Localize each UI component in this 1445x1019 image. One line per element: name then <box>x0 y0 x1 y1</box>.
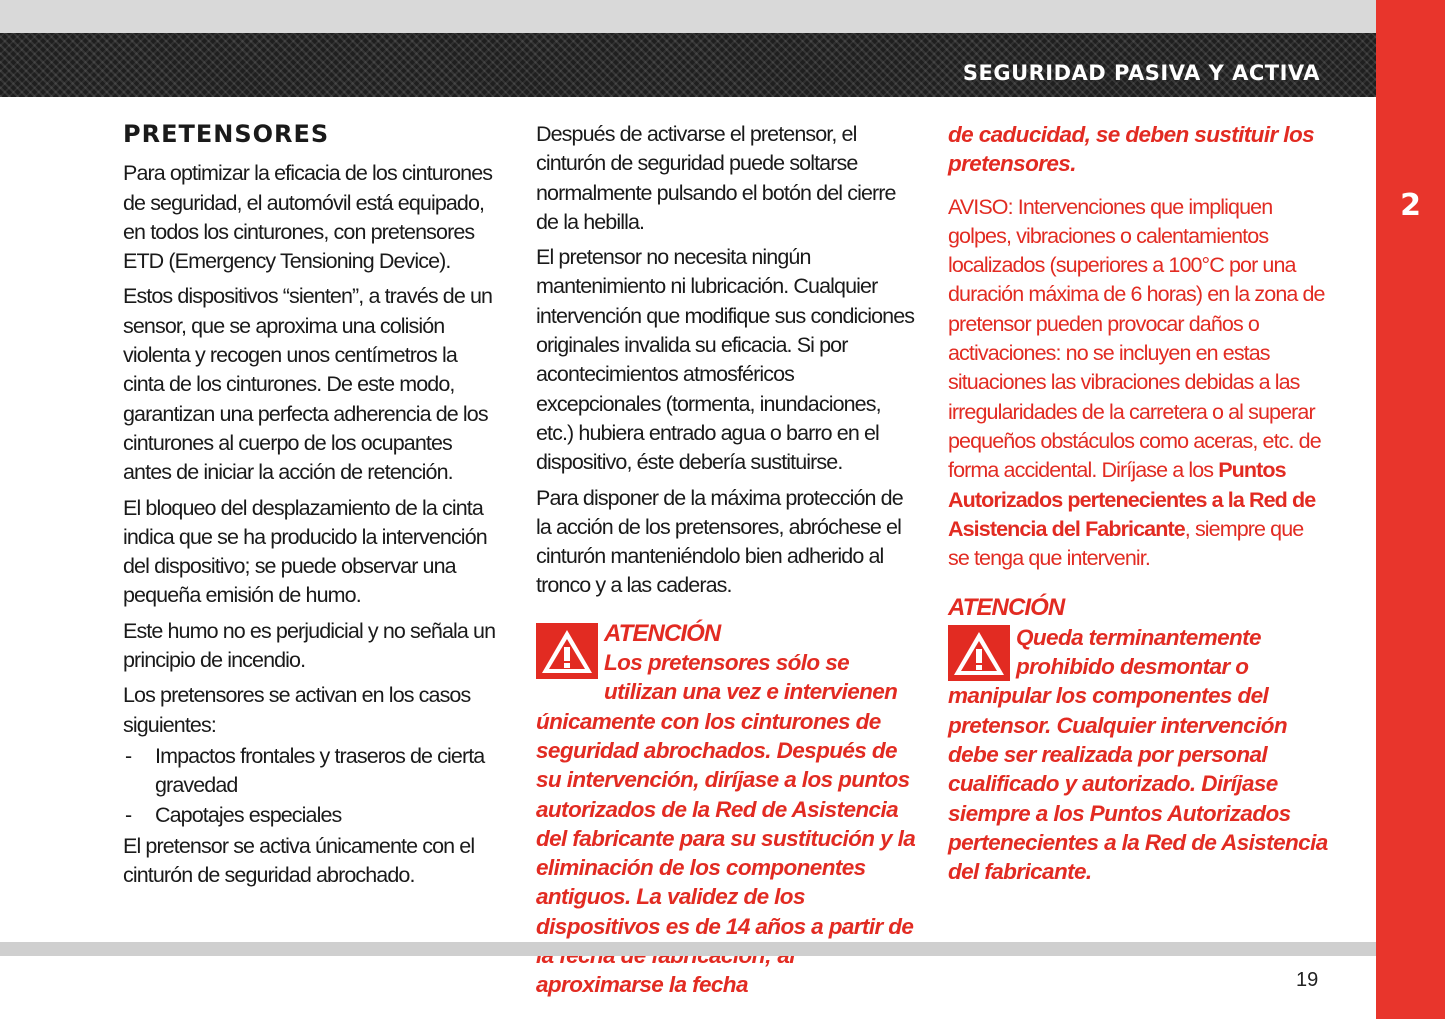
notice-text: Intervenciones que impliquen golpes, vibraciones o calentamientos localizados (superiores a 100°C por una duración máxima de 6 horas) en la zona de pretensor pueden provocar daños o activaciones: no se incluyen en estas situaciones las vibraciones debidas a las irregularidades de la carretera o al superar pequeños obstáculos como aceras, etc. de forma accidental. Diríjase a los <box>948 194 1325 483</box>
footer-bar <box>0 942 1376 956</box>
header-band <box>0 33 1376 97</box>
paragraph-maintenance: El pretensor no necesita ningún mantenimiento ni lubricación. Cualquier intervención que modifique sus condiciones originales invalida su eficacia. Si por acontecimientos atmosféricos excepcionales (tormenta, inundaciones, etc.) hubiera entrado agua o barro en el dispositivo, éste debería sustituirse. <box>536 245 915 475</box>
warning-triangle-icon <box>948 625 1010 681</box>
warning-title: ATENCIÓN <box>604 619 721 647</box>
column-3 <box>948 120 1328 886</box>
warning-text-2: Queda terminantemente prohibido desmontar o manipular los componentes del pretensor. Cualquier intervención debe ser realizada por personal cualificado y autorizado. Diríjase siempre a los Puntos Autorizados pertenecientes a la Red de Asistencia del fabricante. <box>948 624 1328 885</box>
notice-authorized-points: Puntos Autorizados pertenecientes a la Red de Asistencia del Fabricante <box>948 458 1316 541</box>
warning-title-2: ATENCIÓN <box>948 594 1065 622</box>
warning-block-2 <box>948 593 1328 886</box>
section-header-title: SEGURIDAD PASIVA Y ACTIVA <box>962 61 1320 85</box>
chapter-number: 2 <box>1400 188 1421 223</box>
chapter-tab <box>1376 0 1445 1019</box>
paragraph-blocking: El bloqueo del desplazamiento de la cinta indica que se ha producido la intervención del dispositivo; se puede observar una pequeña emisión de humo. <box>123 495 487 608</box>
list-item-text: Impactos frontales y traseros de cierta gravedad <box>155 743 485 798</box>
paragraph-buckled-only: El pretensor se activa únicamente con el cinturón de seguridad abrochado. <box>123 833 475 888</box>
top-margin-strip <box>0 0 1376 33</box>
warning-continuation: de caducidad, se deben sustituir los pretensores. <box>948 122 1314 177</box>
list-dash: - <box>125 743 132 768</box>
notice-paragraph <box>948 193 1328 574</box>
section-heading: PRETENSORES <box>123 120 330 148</box>
column-2 <box>536 120 916 1000</box>
list-dash: - <box>125 802 132 827</box>
notice-end: , siempre que se tenga que intervenir. <box>948 516 1304 571</box>
paragraph-release: Después de activarse el pretensor, el cinturón de seguridad puede soltarse normalmente pulsando el botón del cierre de la hebilla. <box>536 122 896 234</box>
list-item <box>123 742 498 801</box>
list-item-text: Capotajes especiales <box>155 802 342 827</box>
warning-text: Los pretensores sólo se utilizan una vez e intervienen únicamente con los cinturones de seguridad abrochados. Después de su intervención, diríjase a los puntos autorizados de la Red de Asistencia del fabricante para su sustitución y la eliminación de los componentes antiguos. La validez de los dispositivos es de 14 años a partir de aproximarse la fecha <box>536 650 916 998</box>
paragraph-sensors: Estos dispositivos “sienten”, a través de un sensor, que se aproxima una colisión violenta y recogen unos centímetros la cinta de los cinturones. De este modo, garantizan una perfecta adherencia de los cinturones al cuerpo de los ocupantes antes de iniciar la acción de retención. <box>123 284 493 485</box>
activation-list <box>123 742 498 830</box>
paragraph-protection: Para disponer de la máxima protección de la acción de los pretensores, abróchese el cinturón manteniéndolo bien adherido al tronco y a las caderas. <box>536 485 903 598</box>
column-1 <box>123 120 498 896</box>
warning-triangle-icon <box>536 623 598 679</box>
paragraph-smoke: Este humo no es perjudicial y no señala un principio de incendio. <box>123 618 496 673</box>
notice-label: AVISO: <box>948 194 1013 219</box>
list-item <box>123 801 498 830</box>
paragraph-activation-cases: Los pretensores se activan en los casos siguientes: <box>123 683 471 737</box>
page-number: 19 <box>1296 969 1319 991</box>
paragraph-intro: Para optimizar la eficacia de los cinturones de seguridad, el automóvil está equipado, en todos los cinturones, con pretensores ETD (Emergency Tensioning Device). <box>123 161 493 274</box>
